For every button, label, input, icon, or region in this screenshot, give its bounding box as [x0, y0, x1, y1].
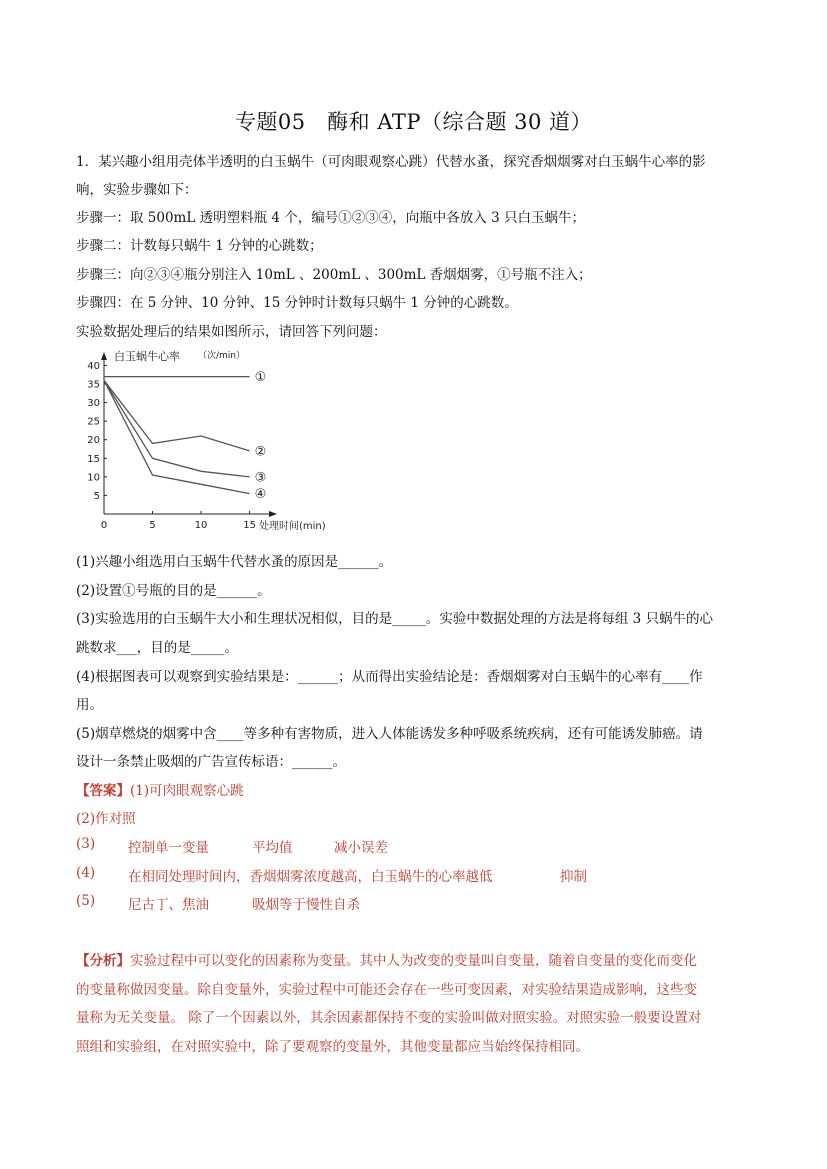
- q1-step: 步骤一：取 500mL 透明塑料瓶 4 个，编号①②③④，向瓶中各放入 3 只白玉蜗牛；: [76, 210, 585, 226]
- answer-4-part2: 抑制: [560, 869, 587, 885]
- y-tick-label: 35: [87, 379, 100, 391]
- x-tick-label: 0: [100, 520, 108, 531]
- answer-3-part3: 减小误差: [334, 840, 388, 856]
- sub-question-5: (5)烟草燃烧的烟雾中含____等多种有害物质，进入人体能诱发多种呼吸系统疾病，还有可能诱发肺癌。请: [76, 726, 703, 742]
- y-tick-label: 20: [87, 435, 100, 447]
- q1-step: 步骤四：在 5 分钟、10 分钟、15 分钟时计数每只蜗牛 1 分钟的心跳数。: [76, 295, 518, 311]
- answer-5-part2: 吸烟等于慢性自杀: [252, 897, 360, 913]
- y-tick-label: 30: [87, 398, 100, 410]
- y-tick-label: 25: [87, 416, 100, 428]
- sub-question-4-cont: 用。: [76, 697, 103, 713]
- answer-3-part2: 平均值: [252, 840, 293, 856]
- y-tick-label: 10: [87, 472, 100, 484]
- y-tick-label: 15: [87, 453, 100, 465]
- answer-4-num: (4): [76, 865, 96, 881]
- heart-rate-chart: [82, 346, 342, 534]
- series-label: ①: [254, 370, 267, 386]
- y-axis-unit: （次/min）: [198, 351, 246, 361]
- answer-5-part1: 尼古丁、焦油: [128, 897, 209, 913]
- y-axis-arrow: [101, 352, 107, 360]
- series-label: ③: [254, 470, 267, 486]
- analysis-line-2: 的变量称做因变量。除自变量外，实验过程中可能还会存在一些可变因素，对实验结果造成影响，这些变: [76, 982, 697, 998]
- answer-3: [76, 836, 776, 856]
- answer-1: [76, 779, 244, 799]
- q1-line: 实验数据处理后的结果如图所示，请回答下列问题：: [76, 324, 387, 340]
- x-axis-arrow: [269, 511, 277, 517]
- sub-question-1: (1)兴趣小组选用白玉蜗牛代替水蚤的原因是______。: [76, 554, 393, 570]
- analysis-line-4: 照组和实验组，在对照实验中，除了要观察的变量外，其他变量都应当始终保持相同。: [76, 1039, 589, 1055]
- answer-3-num: (3): [76, 836, 96, 852]
- analysis-text: 实验过程中可以变化的因素称为变量。其中人为改变的变量叫自变量，随着自变量的变化而变化: [130, 953, 697, 969]
- y-tick-label: 40: [87, 360, 100, 372]
- y-tick-label: 5: [93, 490, 100, 502]
- sub-question-2: (2)设置①号瓶的目的是______。: [76, 583, 271, 599]
- series-line: [104, 380, 250, 477]
- sub-question-3: (3)实验选用的白玉蜗牛大小和生理状况相似，目的是_____。实验中数据处理的方法是将每组 3 只蜗牛的心: [76, 611, 714, 627]
- sub-question-4: (4)根据图表可以观察到实验结果是：______；从而得出实验结论是：香烟烟雾对白玉蜗牛的心率有____作: [76, 669, 703, 685]
- series-label: ②: [254, 444, 267, 460]
- x-tick-label: 5: [149, 520, 156, 531]
- series-label: ④: [254, 487, 267, 503]
- answer-4: [76, 865, 776, 885]
- answer-4-part1: 在相同处理时间内，香烟烟雾浓度越高，白玉蜗牛的心率越低: [128, 869, 493, 885]
- y-axis-label: 白玉蜗牛心率: [114, 350, 180, 363]
- sub-question-5-cont: 设计一条禁止吸烟的广告宣传标语：______。: [76, 754, 346, 770]
- analysis-line-1: [76, 949, 697, 969]
- q1-step: 步骤三：向②③④瓶分别注入 10mL 、200mL 、300mL 香烟烟雾，①号瓶不注入；: [76, 267, 592, 283]
- q1-line: 1．某兴趣小组用壳体半透明的白玉蜗牛（可肉眼观察心跳）代替水蚤，探究香烟烟雾对白玉蜗牛心率的影: [76, 154, 706, 170]
- analysis-tag: 【分析】: [76, 953, 130, 969]
- x-tick-label: 10: [194, 520, 208, 531]
- series-line: [104, 380, 250, 493]
- page-title: 专题05 酶和 ATP（综合题 30 道）: [234, 110, 593, 134]
- answer-5: [76, 893, 776, 913]
- answer-tag: 【答案】: [76, 783, 130, 799]
- answer-2: (2)作对照: [76, 811, 136, 827]
- q1-step: 步骤二：计数每只蜗牛 1 分钟的心跳数；: [76, 238, 323, 254]
- answer-5-num: (5): [76, 893, 96, 909]
- answer-3-part1: 控制单一变量: [128, 840, 209, 856]
- x-tick-label: 15: [243, 520, 256, 531]
- answer-1-text: (1)可肉眼观察心跳: [130, 783, 244, 799]
- sub-question-3-cont: 跳数求___，目的是_____。: [76, 640, 238, 656]
- x-axis-label: 处理时间(min): [259, 521, 326, 532]
- analysis-line-3: 量称为无关变量。 除了一个因素以外，其余因素都保持不变的实验叫做对照实验。对照实验一般要设置对: [76, 1010, 702, 1026]
- q1-line: 响，实验步骤如下：: [76, 182, 198, 198]
